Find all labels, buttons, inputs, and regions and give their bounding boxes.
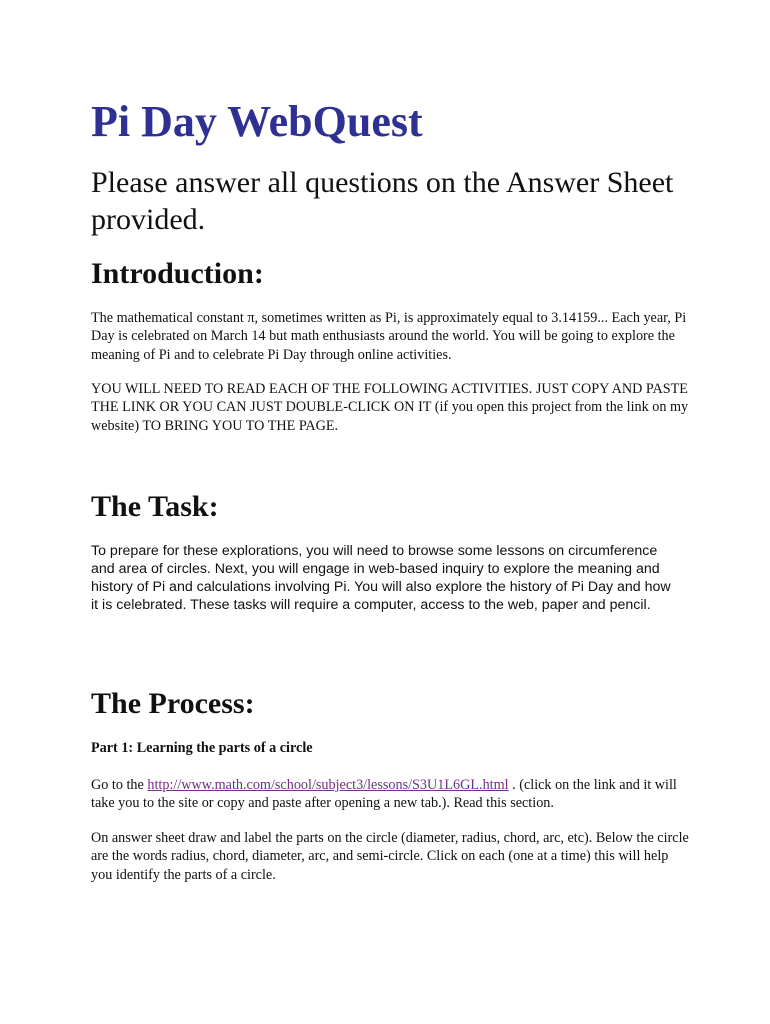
page-subtitle: Please answer all questions on the Answer Sheet provided.: [91, 166, 674, 236]
instructions-paragraph: YOU WILL NEED TO READ EACH OF THE FOLLOWING ACTIVITIES. JUST COPY AND PASTE THE LINK OR YOU CAN JUST DOUBLE-CLICK ON IT (if you open this project from the link on my website) TO BRING YOU TO THE PAGE.: [91, 381, 689, 434]
goto-suffix: . (click on the link and it will take you to the site or copy and paste after opening a new tab.). Read this section.: [91, 777, 677, 812]
page-title: Pi Day WebQuest: [91, 97, 423, 146]
goto-paragraph: [91, 776, 691, 813]
math-lesson-link[interactable]: http://www.math.com/school/subject3/lessons/S3U1L6GL.html: [147, 777, 509, 793]
introduction-paragraph: The mathematical constant π, sometimes written as Pi, is approximately equal to 3.14159... Each year, Pi Day is celebrated on March 14 but math enthusiasts around the world. You will be going to explore the meaning of Pi and to celebrate Pi Day through online activities.: [91, 310, 687, 363]
task-heading: The Task:: [91, 490, 219, 523]
answer-sheet-paragraph: On answer sheet draw and label the parts on the circle (diameter, radius, chord, arc, etc). Below the circle are the words radius, chord, diameter, arc, and semi-circle. Click on each (one at a time) this will help you identify the parts of a circle.: [91, 830, 689, 883]
part1-heading: Part 1: Learning the parts of a circle: [91, 740, 313, 756]
introduction-heading: Introduction:: [91, 257, 264, 290]
task-paragraph: To prepare for these explorations, you will need to browse some lessons on circumference and area of circles. Next, you will engage in web-based inquiry to explore the meaning and history of Pi and calculations involving Pi. You will also explore the history of Pi Day and how it is celebrated. These tasks will require a computer, access to the web, paper and pencil.: [91, 543, 671, 614]
process-heading: The Process:: [91, 687, 255, 720]
goto-prefix: Go to the: [91, 777, 148, 793]
